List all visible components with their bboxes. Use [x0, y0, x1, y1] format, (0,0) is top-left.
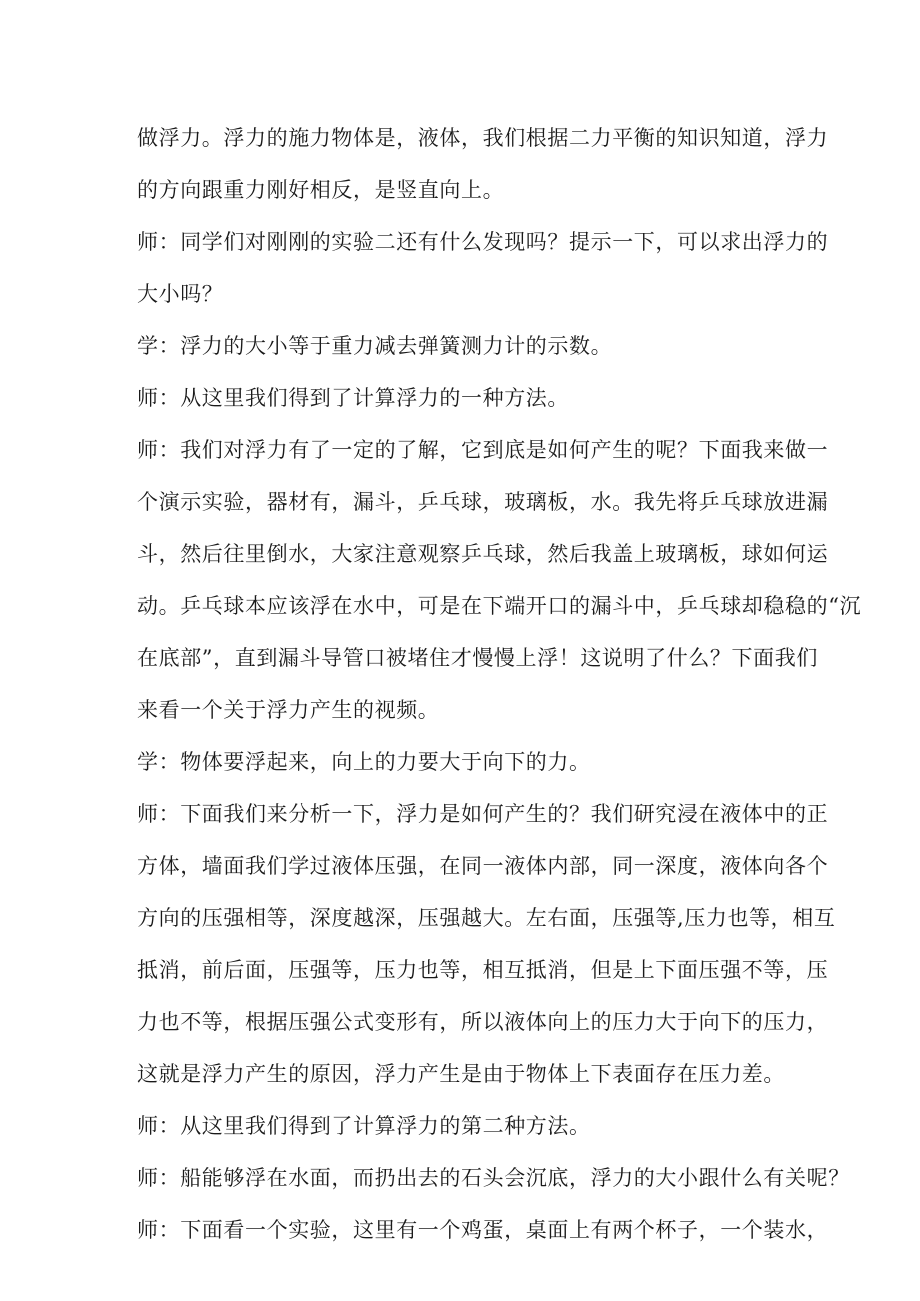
text-line: 的方向跟重力刚好相反，是竖直向上。: [137, 178, 505, 202]
text-line: 师：船能够浮在水面，而扔出去的石头会沉底，浮力的大小跟什么有关呢？: [137, 1166, 850, 1190]
text-line: 在底部”，直到漏斗导管口被堵住才慢慢上浮！这说明了什么？下面我们: [137, 646, 818, 670]
text-line: 这就是浮力产生的原因，浮力产生是由于物体上下表面存在压力差。: [137, 1062, 785, 1086]
document-body: [137, 112, 862, 1256]
text-line: 力也不等，根据压强公式变形有，所以液体向上的压力大于向下的压力，: [137, 1010, 829, 1034]
text-line: 师：同学们对刚刚的实验二还有什么发现吗？提示一下，可以求出浮力的: [137, 230, 829, 254]
text-line: 师：下面看一个实验，这里有一个鸡蛋，桌面上有两个杯子，一个装水，: [137, 1218, 829, 1242]
text-line: 斗，然后往里倒水，大家注意观察乒乓球，然后我盖上玻璃板，球如何运: [137, 542, 829, 566]
text-line: 做浮力。浮力的施力物体是，液体，我们根据二力平衡的知识知道，浮力: [137, 126, 829, 150]
text-line: 师：从这里我们得到了计算浮力的第二种方法。: [137, 1114, 591, 1138]
text-line: 学：浮力的大小等于重力减去弹簧测力计的示数。: [137, 334, 613, 358]
text-line: 大小吗？: [137, 282, 224, 306]
text-line: 方体，墙面我们学过液体压强，在同一液体内部，同一深度，液体向各个: [137, 854, 829, 878]
text-line: 师：下面我们来分析一下，浮力是如何产生的？我们研究浸在液体中的正: [137, 802, 829, 826]
text-line: 动。乒乓球本应该浮在水中，可是在下端开口的漏斗中，乒乓球却稳稳的“沉: [137, 594, 862, 618]
text-line: 师：从这里我们得到了计算浮力的一种方法。: [137, 386, 569, 410]
text-line: 个演示实验，器材有，漏斗，乒乓球，玻璃板，水。我先将乒乓球放进漏: [137, 490, 829, 514]
text-line: 师：我们对浮力有了一定的了解，它到底是如何产生的呢？下面我来做一: [137, 438, 829, 462]
text-line: 学：物体要浮起来，向上的力要大于向下的力。: [137, 750, 591, 774]
text-line: 来看一个关于浮力产生的视频。: [137, 698, 440, 722]
text-line: 抵消，前后面，压强等，压力也等，相互抵消，但是上下面压强不等，压: [137, 958, 829, 982]
text-line: 方向的压强相等，深度越深，压强越大。左右面，压强等,压力也等，相互: [137, 906, 836, 930]
